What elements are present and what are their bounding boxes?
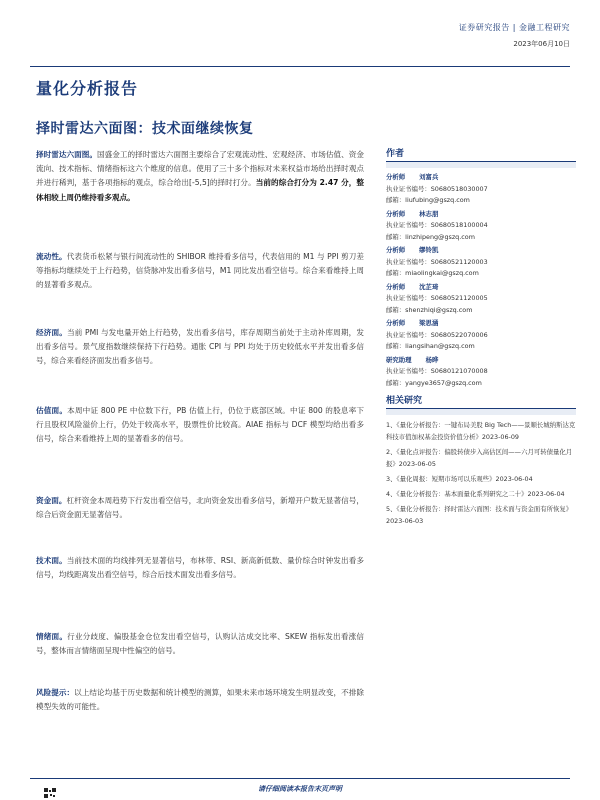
author-card [386, 172, 576, 207]
author-email[interactable]: 邮箱：miaolingkai@gszq.com [386, 269, 479, 277]
header-divider [30, 66, 570, 67]
author-card [386, 209, 576, 244]
footer-divider [30, 778, 570, 779]
disclaimer-notice: 请仔细阅读本报告末页声明 [258, 785, 342, 793]
heading-band [386, 409, 576, 415]
author-name: 杨晔 [425, 355, 439, 364]
document-type: 量化分析报告 [36, 79, 139, 98]
paragraph-text: 行业分歧度、偏股基金仓位发出看空信号，认购认沽成交比率、SKEW 指标发出看涨信号，整体而言情绪面呈现中性偏空的信号。 [36, 632, 364, 656]
author-role: 分析师 [386, 282, 406, 291]
author-name: 林志朋 [419, 209, 439, 218]
author-role: 分析师 [386, 209, 406, 218]
author-cert: 执业证书编号：S0680518030007 [386, 184, 488, 193]
paragraph-liquidity [36, 250, 364, 293]
report-header [459, 22, 570, 49]
paragraph-text: 当前 PMI 与发电量开始上行趋势，发出看多信号，库存周期当前处于主动补库周期，发出看多信号。景气度指数继续保持下行趋势。通胀 CPI 与 PPI 均处于历史较低水平并发出看多信号，综合来看经济面发出看多信号。 [36, 328, 364, 366]
paragraph-sentiment [36, 630, 364, 658]
paragraph-economy [36, 326, 364, 369]
sidebar [386, 146, 576, 530]
author-email[interactable]: 邮箱：shenzhiqi@gszq.com [386, 305, 473, 314]
paragraph-lead: 技术面。 [36, 556, 67, 565]
author-email[interactable]: 邮箱：yangye3657@gszq.com [386, 378, 482, 387]
author-name: 梁思涵 [419, 319, 439, 327]
authors-heading: 作者 [386, 146, 576, 162]
paragraph-text: 杠杆资金本周趋势下行发出看空信号，北向资金发出看多信号，新增开户数无显著信号，综合后资金面无显著信号。 [36, 496, 364, 520]
paragraph-lead: 流动性。 [36, 252, 67, 261]
paragraph-text: 以上结论均基于历史数据和统计模型的测算，如果未来市场环境发生明显改变，不排除模型失效的可能性。 [36, 688, 365, 712]
author-role: 分析师 [386, 246, 406, 254]
author-name: 沈芷琦 [419, 282, 439, 291]
author-role: 研究助理 [386, 355, 412, 364]
related-report-link[interactable]: 5、《量化分析报告：择时雷达六面图：技术面与资金面有所恢复》2023-06-03 [386, 505, 573, 525]
paragraph-lead: 资金面。 [36, 496, 67, 505]
paragraph-text: 当前技术面的均线排列无显著信号，布林带、RSI、新高新低数、量价综合时钟发出看多信号，均线距离发出看空信号，综合后技术面发出看多信号。 [36, 556, 364, 580]
paragraph-technical [36, 554, 364, 582]
author-role: 分析师 [386, 319, 406, 327]
heading-band [386, 162, 576, 168]
paragraph-radar [36, 148, 364, 205]
author-cert: 执业证书编号：S0680521120003 [386, 257, 488, 266]
author-cert: 执业证书编号：S0680518100004 [386, 221, 488, 229]
paragraph-emphasis: 当前的综合打分为 2.47 分，整体相较上周仍维持看多观点。 [36, 178, 364, 202]
related-report-link[interactable]: 1、《量化分析报告：一键布局美股 Big Tech——景顺长城纳斯达克科技市值加权基金投资价值分析》2023-06-09 [386, 421, 576, 441]
paragraph-text: 代表货币松紧与银行间流动性的 SHIBOR 维持看多信号，代表信用的 M1 与 PPI 剪刀差等指标均继续处于上行趋势，信贷脉冲发出看多信号，M1 同比发出看空信号。综合来看维持上周的显著看多观点。 [36, 252, 364, 290]
author-role: 分析师 [386, 173, 406, 181]
author-cert: 执业证书编号：S0680521120005 [386, 294, 488, 302]
report-date: 2023年06月10日 [513, 40, 570, 48]
related-report-link[interactable]: 2、《量化点评报告：偏股转债步入高估区间——六月可转债量化月报》2023-06-05 [386, 448, 573, 468]
paragraph-capital [36, 494, 364, 522]
paragraph-lead: 情绪面。 [36, 632, 68, 641]
author-cert: 执业证书编号：S0680522070006 [386, 330, 488, 339]
related-report-link[interactable]: 4、《量化分析报告：基本面量化系列研究之二十》2023-06-04 [386, 490, 565, 498]
paragraph-text: 本周中证 800 PE 中位数下行，PB 估值上行，仍位于底部区域。中证 800 的股息率下行且股权风险溢价上行，仍处于较高水平，股票性价比较高。AIAE 指标与 DCF 模型均给出看多信号，综合来看维持上周的显著看多的信号。 [36, 406, 365, 444]
related-report-link[interactable]: 3、《量化周报：短期市场可以乐观些》2023-06-04 [386, 475, 533, 483]
author-card [386, 282, 576, 317]
author-card [386, 318, 576, 353]
author-cert: 执业证书编号：S0680121070008 [386, 367, 488, 375]
paragraph-risk [36, 686, 364, 714]
author-card [386, 245, 576, 280]
page-title: 择时雷达六面图：技术面继续恢复 [36, 121, 254, 137]
paragraph-lead: 风险提示： [36, 688, 75, 697]
author-card [386, 355, 576, 390]
paragraph-lead: 经济面。 [36, 328, 67, 337]
author-email[interactable]: 邮箱：liufubing@gszq.com [386, 196, 470, 204]
paragraph-lead: 估值面。 [36, 406, 68, 415]
paragraph-lead: 择时雷达六面图。 [36, 150, 98, 159]
author-email[interactable]: 邮箱：liangsihan@gszq.com [386, 342, 475, 350]
author-name: 缪铃凯 [419, 246, 439, 254]
paragraph-text: 国盛金工的择时雷达六面图主要综合了宏观流动性、宏观经济、市场估值、资金流向、技术指标、情绪指标这六个维度的信息。使用了三十多个指标对未来权益市场给出择时观点并进行稀判，基于各项指标的观点，综合给出[-5,5]的择时打分。 [36, 150, 364, 188]
related-heading: 相关研究 [386, 393, 576, 409]
paragraph-valuation [36, 404, 364, 447]
author-name: 刘富兵 [419, 173, 439, 181]
author-email[interactable]: 邮箱：linzhipeng@gszq.com [386, 232, 475, 241]
report-category: 证券研究报告 | 金融工程研究 [458, 23, 570, 32]
